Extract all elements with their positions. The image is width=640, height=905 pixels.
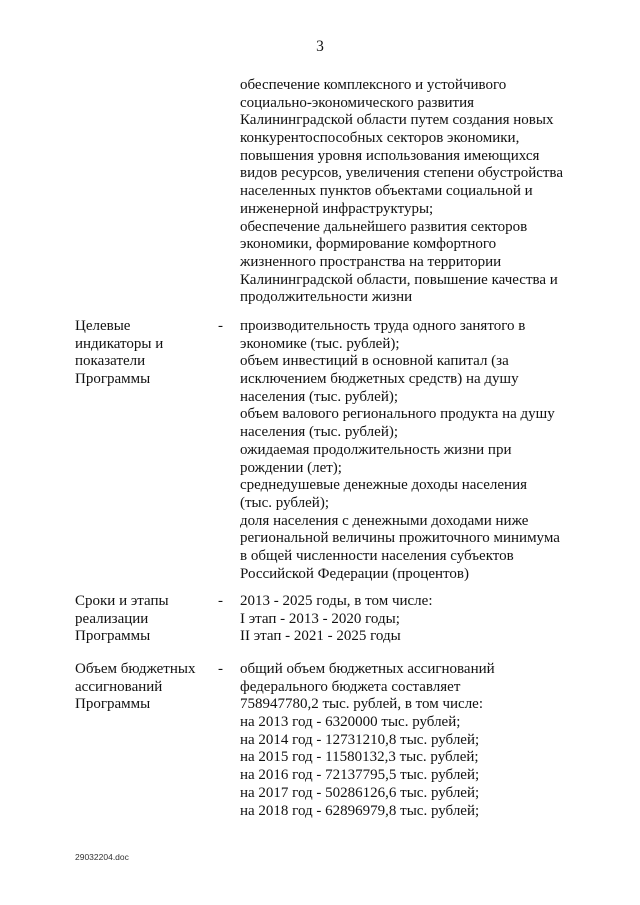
section-label-indicators <box>75 318 215 389</box>
label-line: ассигнований <box>75 678 163 695</box>
text-line: на 2018 год - 62896979,8 тыс. рублей; <box>240 802 480 819</box>
label-line: Программы <box>75 628 151 645</box>
text-line: общий объем бюджетных ассигнований <box>240 661 495 677</box>
text-line: обеспечение комплексного и устойчивого <box>240 77 507 93</box>
text-line: Калининградской области, повышение качества и <box>240 271 558 288</box>
text-line: на 2017 год - 50286126,6 тыс. рублей; <box>240 784 480 801</box>
text-line: II этап - 2021 - 2025 годы <box>240 628 401 645</box>
text-line: доля населения с денежными доходами ниже <box>240 512 529 529</box>
text-line: на 2015 год - 11580132,3 тыс. рублей; <box>240 749 479 766</box>
text-line: обеспечение дальнейшего развития секторов <box>240 218 528 235</box>
section-content-indicators <box>240 318 600 583</box>
text-line: инженерной инфраструктуры; <box>240 200 434 217</box>
section-dash: - <box>218 593 223 609</box>
text-line: Калининградской области путем создания новых <box>240 112 554 129</box>
label-line: Сроки и этапы <box>75 593 169 609</box>
page-number: 3 <box>316 38 324 55</box>
text-line: I этап - 2013 - 2020 годы; <box>240 610 400 627</box>
text-line: экономики, формирование комфортного <box>240 236 497 253</box>
text-line: региональной величины прожиточного минимума <box>240 530 560 547</box>
text-line: 758947780,2 тыс. рублей, в том числе: <box>240 696 484 713</box>
section-content-budget <box>240 661 600 820</box>
label-line: Программы <box>75 371 151 388</box>
section-label-timeframe <box>75 593 215 646</box>
label-line: Программы <box>75 696 151 713</box>
section-dash: - <box>218 661 223 677</box>
section-content-timeframe <box>240 593 600 646</box>
text-line: объем инвестиций в основной капитал (за <box>240 353 509 370</box>
label-line: индикаторы и <box>75 335 164 352</box>
label-line: Целевые <box>75 318 131 334</box>
text-line: производительность труда одного занятого в <box>240 318 526 334</box>
text-line: рождении (лет); <box>240 459 342 476</box>
text-line: на 2014 год - 12731210,8 тыс. рублей; <box>240 731 480 748</box>
label-line: реализации <box>75 610 149 627</box>
label-line: показатели <box>75 353 146 370</box>
text-line: объем валового регионального продукта на душу <box>240 406 555 423</box>
text-line: Российской Федерации (процентов) <box>240 565 469 582</box>
text-line: (тыс. рублей); <box>240 494 329 511</box>
text-line: конкурентоспособных секторов экономики, <box>240 130 520 147</box>
text-line: 2013 - 2025 годы, в том числе: <box>240 593 433 609</box>
text-line: на 2013 год - 6320000 тыс. рублей; <box>240 714 461 731</box>
text-line: повышения уровня использования имеющихся <box>240 147 540 164</box>
text-line: в общей численности населения субъектов <box>240 547 514 564</box>
text-line: социально-экономического развития <box>240 94 475 111</box>
text-line: исключением бюджетных средств) на душу <box>240 371 519 388</box>
text-line: видов ресурсов, увеличения степени обустройства <box>240 165 563 182</box>
text-line: федерального бюджета составляет <box>240 678 461 695</box>
text-line: продолжительности жизни <box>240 289 413 306</box>
text-line: населения (тыс. рублей); <box>240 424 399 441</box>
text-line: населенных пунктов объектами социальной и <box>240 183 533 200</box>
footer-filename: 29032204.doc <box>75 852 129 862</box>
text-line: на 2016 год - 72137795,5 тыс. рублей; <box>240 767 480 784</box>
goals-continuation <box>240 77 600 307</box>
label-line: Объем бюджетных <box>75 661 196 677</box>
section-dash: - <box>218 318 223 334</box>
text-line: экономике (тыс. рублей); <box>240 335 400 352</box>
text-line: населения (тыс. рублей); <box>240 388 399 405</box>
section-label-budget <box>75 661 215 714</box>
text-line: среднедушевые денежные доходы населения <box>240 477 527 494</box>
text-line: жизненного пространства на территории <box>240 253 502 270</box>
text-line: ожидаемая продолжительность жизни при <box>240 441 512 458</box>
